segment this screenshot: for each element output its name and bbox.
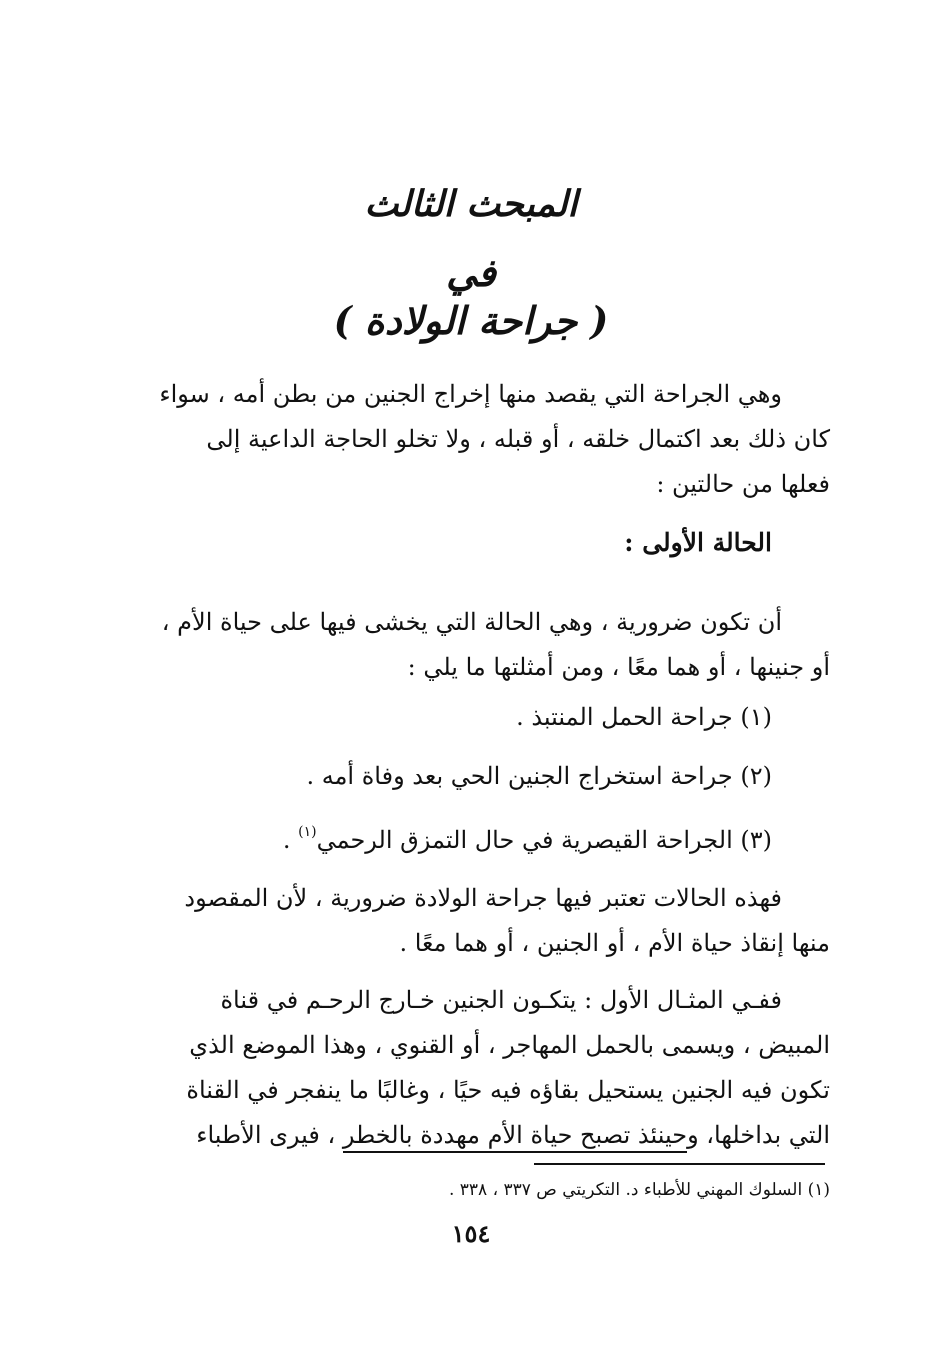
example-item-3-tail: . xyxy=(282,826,299,854)
first-example-line: ففـي المثـال الأول : يتكـون الجنين خـارج الرحـم في قناة xyxy=(220,986,782,1014)
intro-line: فعلها من حالتين : xyxy=(656,470,830,498)
last-line-start: التي بداخلها، و xyxy=(687,1121,830,1149)
case-one-line: أو جنينها ، أو هما معًا ، ومن أمثلتها ما يلي : xyxy=(407,653,830,681)
first-example-last-line xyxy=(126,1113,830,1158)
footnote-separator xyxy=(534,1163,825,1165)
first-example-paragraph xyxy=(126,978,830,1158)
section-title: المبحث الثالث xyxy=(364,183,578,225)
intro-line: كان ذلك بعد اكتمال خلقه ، أو قبله ، ولا تخلو الحاجة الداعية إلى xyxy=(206,425,830,453)
conclusion-line: فهذه الحالات تعتبر فيها جراحة الولادة ضرورية ، لأن المقصود xyxy=(184,884,782,912)
last-line-end: ، فيرى الأطباء xyxy=(196,1121,343,1149)
case-one-heading: الحالة الأولى : xyxy=(624,528,772,557)
section-subtitle: ( جراحة الولادة ) xyxy=(333,298,609,343)
conclusion-paragraph xyxy=(126,876,830,966)
footnote-reference: (١) xyxy=(298,824,317,840)
example-item-1: (١) جراحة الحمل المنتبذ . xyxy=(516,703,772,731)
example-item-3-text: (٣) الجراحة القيصرية في حال التمزق الرحمي xyxy=(316,826,772,854)
case-one-line: أن تكون ضرورية ، وهي الحالة التي يخشى فيها على حياة الأم ، xyxy=(161,608,782,636)
first-example-line: المبيض ، ويسمى بالحمل المهاجر ، أو القنوي ، وهذا الموضع الذي xyxy=(189,1031,830,1059)
intro-paragraph xyxy=(126,372,830,507)
conclusion-line: منها إنقاذ حياة الأم ، أو الجنين ، أو هما معًا . xyxy=(399,929,830,957)
page-number: ١٥٤ xyxy=(451,1219,491,1248)
first-example-line: تكون فيه الجنين يستحيل بقاؤه فيه حيًا ، وغالبًا ما ينفجر في القناة xyxy=(186,1076,830,1104)
footnote: (١) السلوك المهني للأطباء د. التكريتي ص ٣٣٧ ، ٣٣٨ . xyxy=(448,1180,830,1200)
underlined-phrase: حينئذ تصبح حياة الأم مهددة بالخطر xyxy=(343,1121,687,1153)
case-one-paragraph xyxy=(126,600,830,690)
intro-line: وهي الجراحة التي يقصد منها إخراج الجنين من بطن أمه ، سواء xyxy=(159,380,782,408)
example-item-3 xyxy=(283,824,772,854)
section-connector: في xyxy=(446,250,496,295)
example-item-2: (٢) جراحة استخراج الجنين الحي بعد وفاة أمه . xyxy=(306,762,772,790)
